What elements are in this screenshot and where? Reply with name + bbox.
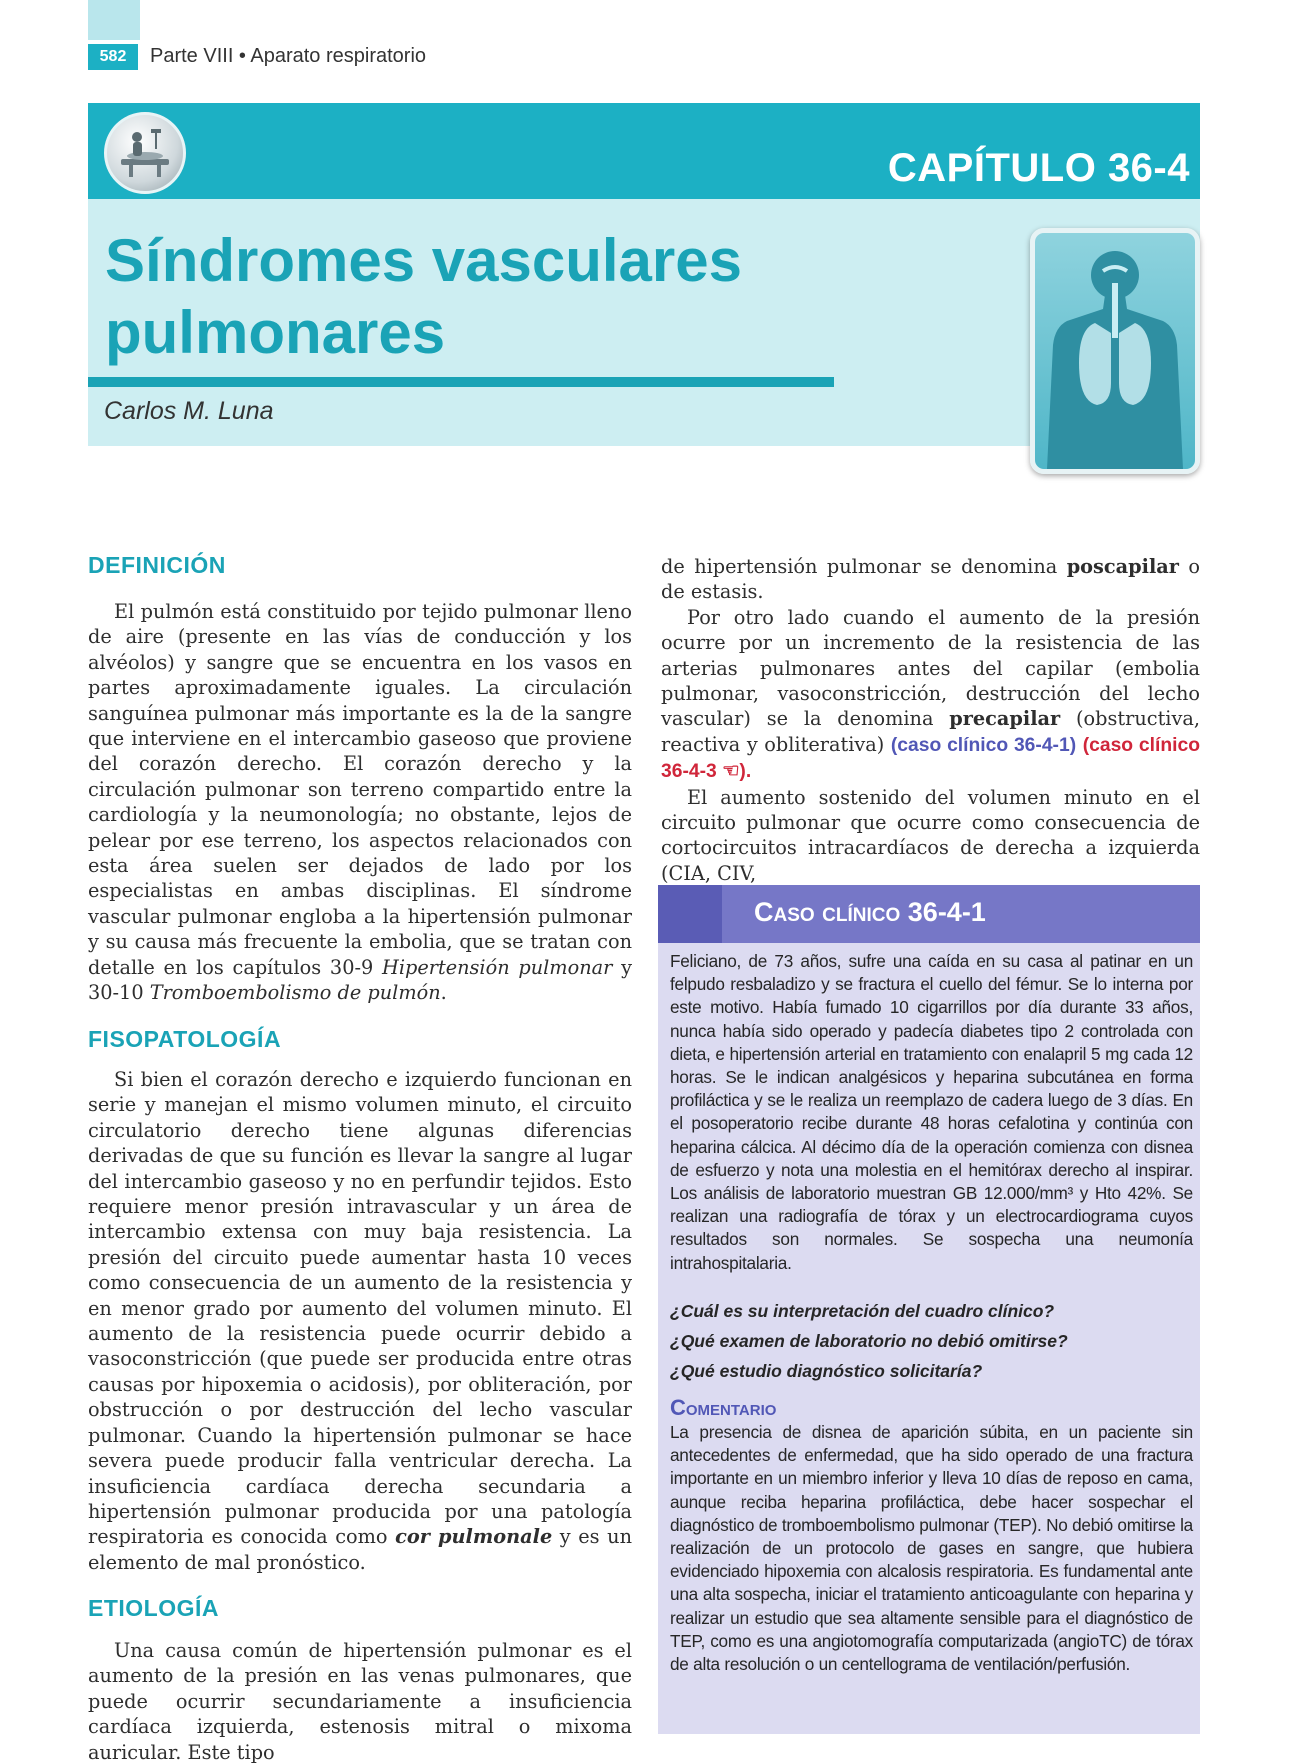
case-header: [658, 885, 1200, 943]
case-title: Caso clínico 36-4-1: [754, 897, 986, 927]
case-description: Feliciano, de 73 años, sufre una caída en su casa al patinar en un felpudo resbaladizo y se fractura el cuello del fémur. Se lo interna por este motivo. Había fumado 10 cigarrillos por día durante 33 años, nunca había sido operado y padecía diabetes tipo 2 controlada con dieta, e hipertensión arterial en tratamiento con enalapril 5 mg cada 12 horas. Se le indican analgésicos y heparina subcutánea en forma profiláctica y se le realiza un reemplazo de cadera luego de 3 días. En el posoperatorio recibe durante 48 horas cefalotina y continúa con heparina cálcica. Al décimo día de la operación comienza con disnea de esfuerzo y nota una molestia en el hemitórax derecho al inspirar. Los análisis de laboratorio muestran GB 12.000/mm³ y Hto 42%. Se realizan una radiografía de tórax y un electrocardiograma cuyos resultados son normales. Se sospecha una neumonía intrahospitalaria.: [670, 951, 1193, 1273]
definicion-body: [88, 599, 632, 1006]
volumen-paragraph: El aumento sostenido del volumen minuto en el circuito pulmonar que ocurre como consecuencia de cortocircuitos intracardíacos de derecha a izquierda (CIA, CIV,: [661, 785, 1200, 885]
chapter-label: CAPÍTULO 36-4: [887, 146, 1190, 190]
fisiopatologia-paragraph: Si bien el corazón derecho e izquierdo funcionan en serie y manejan el mismo volumen minuto, el circuito circulatorio derecho tiene algunas diferencias derivadas de que su función es llevar la sangre al lugar del intercambio gaseoso y no en perfundir tejidos. Esto requiere menor presión intravascular y un área de intercambio extensa con muy baja resistencia. La presión del circuito puede aumentar hasta 10 veces como consecuencia de un aumento de la resistencia y en menor grado por aumento del volumen minuto. El aumento de la resistencia puede ocurrir debido a vasoconstricción (que puede ser producida entre otras causas por hipoxemia o acidosis), por obliteración, por obstrucción o por destrucción del lecho vascular pulmonar. Cuando la hipertensión pulmonar se hace severa puede producir falla ventricular derecha. La insuficiencia cardíaca derecha secundaria a hipertensión pulmonar producida por una patología respiratoria es conocida como cor pulmonale y es un elemento de mal pronóstico.: [88, 1068, 632, 1574]
pointing-hand-icon: ☜: [722, 761, 740, 783]
right-column-body: [661, 554, 1200, 886]
case-question-3: ¿Qué estudio diagnóstico solicitaría?: [670, 1361, 983, 1381]
fisiopatologia-body: [88, 1067, 632, 1575]
heading-etiologia: ETIOLOGÍA: [88, 1595, 219, 1621]
case-header-accent: [658, 885, 722, 943]
page-tab-strip: [88, 0, 140, 40]
title-rule: [88, 377, 834, 387]
case-comment: La presencia de disnea de aparición súbita, en un paciente sin antecedentes de enfermedad, que ha sido operado de una fractura importante en un miembro inferior y lleva 10 días de reposo en cama, aunque reciba heparina profiláctica, debe hacer sospechar el diagnóstico de tromboembolismo pulmonar (TEP). No debió omitirse la realización de un protocolo de gases en sangre, que hubiera evidenciado hipoxemia con alcalosis respiratoria. Es fundamental ante una alta sospecha, iniciar el tratamiento anticoagulante con heparina y realizar un estudio que sea altamente sensible para el diagnóstico de TEP, como es una angiotomografía computarizada (angioTC) de tórax de alta resolución o un centellograma de ventilación/perfusión.: [670, 1422, 1193, 1675]
comment-heading: Comentario: [670, 1395, 777, 1420]
precapilar-paragraph: Por otro lado cuando el aumento de la presión ocurre por un incremento de la resistencia de las arterias pulmonares antes del capilar (embolia pulmonar, vasoconstricción, destrucción del lecho vascular) se la denomina precapilar (obstructiva, reactiva y obliterativa) (caso clínico 36-4-1) (caso clínico 36-4-3 ☜).: [661, 605, 1200, 783]
etiologia-paragraph: Una causa común de hipertensión pulmonar es el aumento de la presión en las venas pulmonares, que puede ocurrir secundariamente a insuficiencia cardíaca izquierda, estenosis mitral o mixoma auricular. Este tipo: [88, 1639, 632, 1763]
author: Carlos M. Luna: [104, 397, 274, 425]
definicion-paragraph: El pulmón está constituido por tejido pulmonar lleno de aire (presente en las vías de conducción y los alvéolos) y sangre que se encuentra en los vasos en partes aproximadamente iguales. La circulación sanguínea pulmonar más importante es la de la sangre que interviene en el intercambio gaseoso que proviene del corazón derecho. El corazón derecho y la circulación pulmonar son terreno compartido entre la cardiología y la neumonología; no obstante, lejos de pelear por ese terreno, los aspectos relacionados con esta área suelen ser dejados de lado por los especialistas en ambas disciplinas. El síndrome vascular pulmonar engloba a la hipertensión pulmonar y su causa más frecuente la embolia, que se tratan con detalle en los capítulos 30-9 Hipertensión pulmonar y 30-10 Tromboembolismo de pulmón.: [88, 600, 632, 1005]
page-number: 582: [88, 44, 138, 70]
heading-definicion: DEFINICIÓN: [88, 552, 226, 578]
chapter-banner: [88, 103, 1200, 199]
case-question-2: ¿Qué examen de laboratorio no debió omitirse?: [670, 1331, 1068, 1351]
operating-room-icon: [104, 112, 186, 194]
running-head: Parte VIII • Aparato respiratorio: [150, 45, 427, 67]
case-reference-36-4-1[interactable]: (caso clínico 36-4-1): [890, 734, 1077, 756]
poscapilar-paragraph: de hipertensión pulmonar se denomina poscapilar o de estasis.: [661, 555, 1200, 604]
case-reference-36-4-3[interactable]: (caso clínico 36-4-3 ☜).: [661, 734, 1200, 783]
respiratory-system-icon: [1030, 228, 1200, 474]
chapter-title: Síndromes vasculares pulmonares: [105, 227, 743, 366]
case-question-1: ¿Cuál es su interpretación del cuadro clínico?: [670, 1301, 1055, 1321]
etiologia-body: [88, 1638, 632, 1763]
heading-fisiopatologia: FISOPATOLOGÍA: [88, 1026, 282, 1052]
